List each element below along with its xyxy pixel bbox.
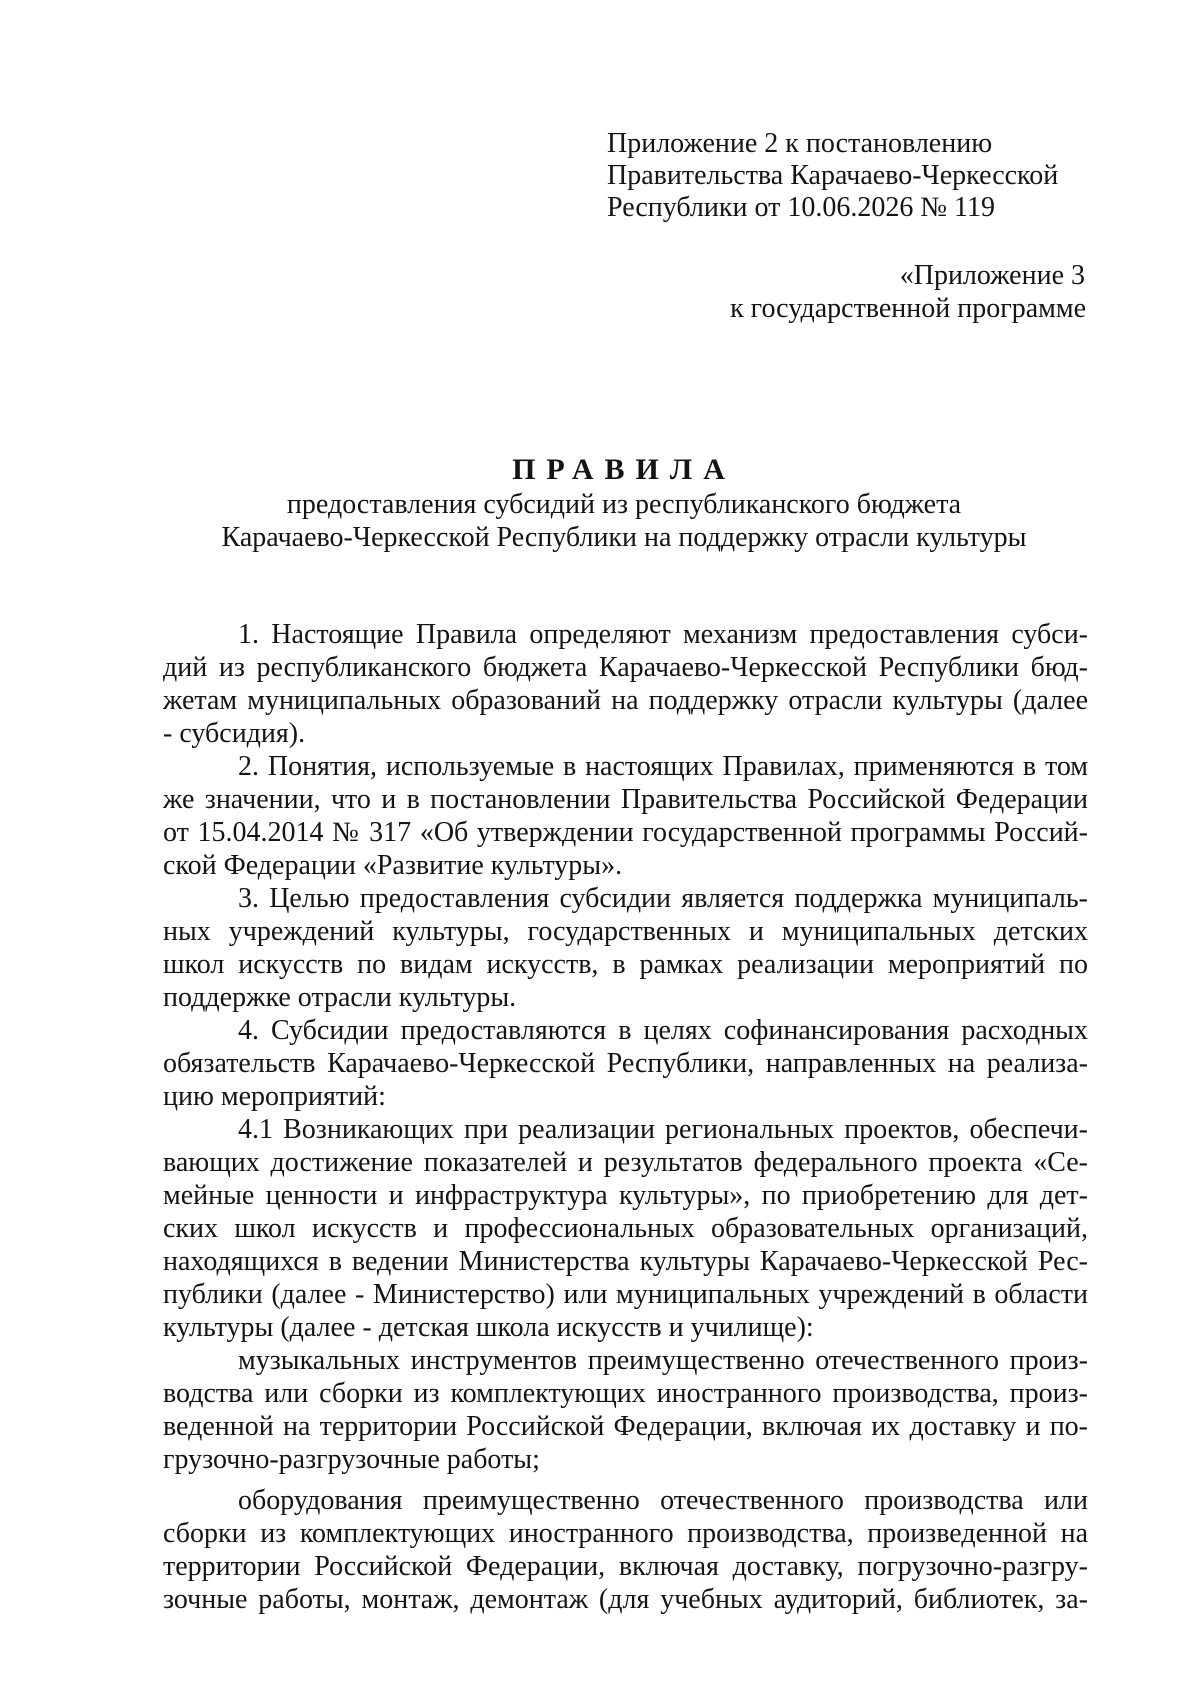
subtitle-line: Карачаево-Черкесской Республики на поддержку отрасли культуры	[221, 522, 1027, 553]
document-title: ПРАВИЛА	[512, 453, 736, 486]
body-line: от 15.04.2014 № 317 «Об утверждении государственной программы Россий-	[163, 817, 1088, 848]
body-line: дий из республиканского бюджета Карачаево-Черкесской Республики бюд-	[163, 652, 1088, 683]
body-line: зочные работы, монтаж, демонтаж (для учебных аудиторий, библиотек, за-	[163, 1584, 1088, 1615]
body-line: жетам муниципальных образований на поддержку отрасли культуры (далее	[163, 685, 1088, 716]
body-line: ских школ искусств и профессиональных образовательных организаций,	[163, 1213, 1088, 1244]
body-line: 4.1 Возникающих при реализации региональных проектов, обеспечи-	[238, 1114, 1088, 1145]
body-line: публики (далее - Министерство) или муниципальных учреждений в области	[163, 1279, 1088, 1310]
body-line: 2. Понятия, используемые в настоящих Правилах, применяются в том	[238, 751, 1088, 782]
body-line: обязательств Карачаево-Черкесской Республики, направленных на реализа-	[163, 1048, 1088, 1079]
body-line: грузочно-разгрузочные работы;	[163, 1444, 540, 1475]
body-line: - субсидия).	[163, 718, 306, 749]
header-line: Правительства Карачаево-Черкесской	[607, 160, 1059, 191]
subtitle-line: предоставления субсидий из республиканского бюджета	[286, 489, 962, 520]
body-line: сборки из комплектующих иностранного производства, произведенной на	[163, 1518, 1088, 1549]
body-line: 1. Настоящие Правила определяют механизм предоставления субси-	[238, 619, 1088, 650]
body-line: мейные ценности и инфраструктура культуры», по приобретению для дет-	[163, 1180, 1088, 1211]
body-line: 3. Целью предоставления субсидии является поддержка муниципаль-	[238, 883, 1088, 914]
header-line: Республики от 10.06.2026 № 119	[607, 192, 996, 223]
body-line: вающих достижение показателей и результатов федерального проекта «Се-	[163, 1147, 1088, 1178]
body-line: веденной на территории Российской Федерации, включая их доставку и по-	[163, 1411, 1088, 1442]
body-line: культуры (далее - детская школа искусств и училище):	[163, 1312, 814, 1343]
body-line: поддержке отрасли культуры.	[163, 982, 517, 1013]
body-line: находящихся в ведении Министерства культуры Карачаево-Черкесской Рес-	[163, 1246, 1088, 1277]
body-line: 4. Субсидии предоставляются в целях софинансирования расходных	[238, 1015, 1088, 1046]
appendix-line: «Приложение 3	[899, 260, 1085, 291]
body-line: территории Российской Федерации, включая доставку, погрузочно-разгру-	[163, 1551, 1088, 1582]
body-line: ных учреждений культуры, государственных и муниципальных детских	[163, 916, 1088, 947]
body-line: цию мероприятий:	[163, 1081, 386, 1112]
body-line: водства или сборки из комплектующих иностранного производства, произ-	[163, 1378, 1088, 1409]
body-line: ской Федерации «Развитие культуры».	[163, 850, 623, 881]
body-line: же значении, что и в постановлении Правительства Российской Федерации	[163, 784, 1088, 815]
body-line: музыкальных инструментов преимущественно отечественного произ-	[238, 1345, 1088, 1376]
appendix-line: к государственной программе	[730, 293, 1086, 324]
header-line: Приложение 2 к постановлению	[607, 128, 993, 159]
body-line: школ искусств по видам искусств, в рамках реализации мероприятий по	[163, 949, 1088, 980]
body-line: оборудования преимущественно отечественного производства или	[238, 1485, 1088, 1516]
